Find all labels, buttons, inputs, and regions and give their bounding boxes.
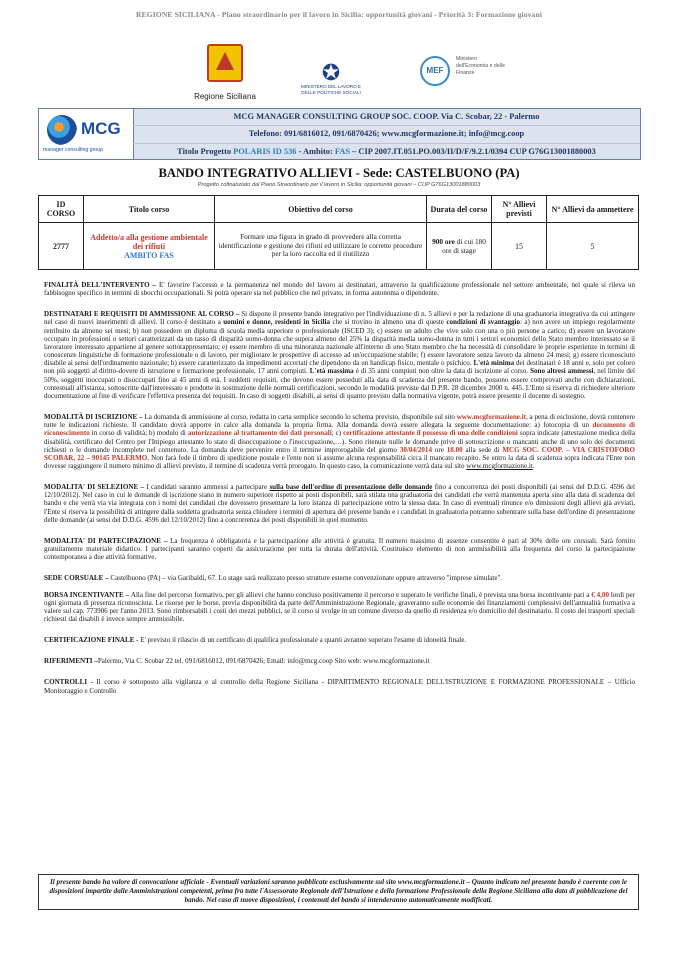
deadline-date: 30/04/2014 — [399, 445, 432, 454]
bando-subtitle: Progetto cofinanziato dal Piano Straordinario per il lavoro in Sicilia: opportunità giovani – CUP G76G13001880003 — [197, 182, 481, 188]
mef-acronym: MEF — [420, 56, 450, 86]
section-certificazione: CERTIFICAZIONE FINALE - E' previsto il rilascio di un certificato di qualifica professionale a quanti avranno superato l'esame di idoneità finale. — [44, 636, 467, 645]
col-header-id: ID CORSO — [39, 196, 84, 223]
top-header-line: REGIONE SICILIANA - Piano straordinario per il lavoro in Sicilia: opportunità giovani - Priorità 3: Formazione giovani — [136, 10, 542, 19]
organizer-details — [133, 109, 640, 160]
section-riferimenti: RIFERIMENTI –Palermo, Via C. Scobar 22 tel. 091/6816012, 091/6870426; Email: info@mcg.coop Sito web: www.mcgformazione.it — [44, 657, 430, 666]
mcg-swirl-icon — [47, 115, 77, 145]
trinacria-emblem-icon — [207, 44, 243, 82]
website-link-2[interactable]: www.mcgformazione.it — [466, 461, 533, 470]
col-header-ammettere: N° Allievi da ammettere — [547, 196, 639, 223]
italian-republic-emblem-icon: ✪ — [321, 60, 341, 85]
table-header-row — [39, 196, 639, 223]
ministero-lavoro-label: MINISTERO DEL LAVORO E DELLE POLITICHE SOCIALI — [301, 84, 361, 95]
cell-ammettere: 5 — [547, 223, 639, 270]
website-link[interactable]: www.mcgformazione.it — [456, 413, 526, 422]
regione-siciliana-logo — [190, 44, 260, 101]
deadline-time: 18.00 — [446, 445, 463, 454]
regione-label: Regione Siciliana — [194, 92, 256, 101]
project-ambito: FAS — [334, 146, 351, 156]
section-partecipazione: MODALITA' DI PARTECIPAZIONE – La frequenza è obbligatoria e la partecipazione alle attività è gratuita. Il numero massimo di assenze consentite è pari al 30% delle ore corsuali. Sarà fornito gratuitamente materiale didattico. I partecipanti saranno coperti da assicurazione per tutta la durata dell'attività. Costituisce elemento di non ammissibilità alla frequenza del corso la partecipazione contemporanea a due attività formative. — [44, 536, 635, 562]
section-iscrizione: MODALITÀ DI ISCRIZIONE – La domanda di ammissione al corso, redatta in carta semplice secondo lo schema previsto, disponibile sul sito www.mcgformazione.it, a pena di esclusione, dovrà contenere tutte le indicazioni richieste. Il candidato dovrà apporre in calce alla domanda la propria firma. Alla domanda dovrà essere allegata la seguente documentazione: a) fotocopia di un documento di riconoscimento in corso di validità; b) modulo di autorizzazione al trattamento dei dati personali; c) certificazione attestante il possesso di una delle condizioni sopra indicate (attestazione medica della disabilità, certificato del Centro per l'Impiego attestante lo stato di disoccupazione o l'inoccupazione,…). Sono ritenute nulle le domande prive di sottoscrizione o mancanti anche di uno solo dei documenti richiesti o le domande incomplete nel contenuto. La domanda deve pervenire entro il termine improrogabile del giorno 30/04/2014 ore 18.00 alla sede di MCG SOC. COOP. – VIA CRISTOFORO SCOBAR, 22 – 90145 PALERMO. Non farà fede il timbro di spedizione postale e l'ente non si assume alcuna responsabilità circa il mancato recapito. Se entro la data di scadenza sopra indicata l'Ente non dovesse raggiungere il numero minimo di allievi previsto, il termine di scadenza verrà prorogato. In questo caso, la comunicazione verrà data sul sito www.mcgformazione.it. — [44, 413, 635, 470]
section-finalita: FINALITÀ DELL'INTERVENTO – E' favorire l'accesso e la permanenza nel mondo del lavoro ai destinatari, attraverso la qualificazione professionale nel settore ambientale, nel quale si rileva un fabbisogno specifico in termini di sbocchi occupazionali. Si potrà operare sia nel pubblico che nel privato, in forma autonoma o dipendente. — [44, 281, 635, 298]
organizer-contacts: Telefono: 091/6816012, 091/6870426; www.mcgformazione.it; info@mcg.coop — [133, 126, 640, 143]
mef-logo — [420, 54, 510, 90]
col-header-titolo: Titolo corso — [84, 196, 215, 223]
cell-durata: 900 ore di cui 180 ore di stage — [427, 223, 492, 270]
table-row — [39, 223, 639, 270]
col-header-previsti: N° Allievi previsti — [492, 196, 547, 223]
section-sede: SEDE CORSUALE – Castelbuono (PA) – via Garibaldi, 67. Lo stage sarà realizzato presso strutture esterne convenzionate oppure attraverso "imprese simulate". — [44, 574, 503, 583]
bando-body — [44, 281, 635, 703]
bando-title: BANDO INTEGRATIVO ALLIEVI - Sede: CASTELBUONO (PA) — [158, 166, 520, 180]
course-ambito: AMBITO FAS — [124, 250, 174, 260]
organizer-box — [38, 108, 641, 160]
institutional-logos — [0, 44, 678, 104]
mef-label: Ministero dell'Economia e delle Finanze — [456, 56, 505, 76]
course-title: Addetto/a alla gestione ambientale dei rifiuti — [90, 232, 208, 251]
section-controlli: CONTROLLI - Il corso è sottoposto alla vigilanza e al controllo della Regione Siciliana - DIPARTIMENTO REGIONALE DELL'ISTRUZIONE E FORMAZIONE PROFESSIONALE – Ufficio Monitoraggio e Controllo — [44, 678, 635, 695]
cell-titolo — [84, 223, 215, 270]
section-borsa: BORSA INCENTIVANTE – Alla fine del percorso formativo, per gli allievi che hanno concluso positivamente il percorso e superato le verifiche finali, è prevista una borsa incentivante pari a € 4,00 lordi per ogni giornata di presenza riconosciuta. Le risorse per le borse, previa disponibilità da parte dell'Amministrazione Regionale, graveranno sulle economie dei finanziamenti complessivi dell'annualità formativa a valere sul cap. 773906 per l'anno 2013. Sono rimborsabili i costi dei mezzi pubblici, se il corso si svolge in un comune diverso da quello di residenza e/o domicilio del destinatario. Il costo dei trasporti speciali richiesti dai disabili è invece sempre ammissibile. — [44, 590, 635, 623]
borsa-amount: € 4,00 — [591, 590, 609, 599]
mcg-logo-name: MCG — [81, 119, 121, 138]
mcg-logo — [39, 109, 134, 159]
ministero-lavoro-logo — [296, 62, 366, 95]
project-title-line: Titolo Progetto POLARIS ID 536 - Ambito: FAS – CIP 2007.IT.051.PO.003/II/D/F/9.2.1/0394 CUP G76G13001880003 — [177, 146, 596, 156]
col-header-obiettivo: Obiettivo del corso — [215, 196, 427, 223]
section-destinatari: DESTINATARI E REQUISITI DI AMMISSIONE AL CORSO – Si dispone il presente bando integrativo per l'individuazione di n. 5 allievi e per la redazione di una graduatoria integrativa da cui attingere nel caso di nuovi inserimenti di allievi. Il corso è destinato a uomini e donne, residenti in Sicilia che si trovino in almeno una di queste condizioni di svantaggio: a) non avere un impiego regolarmente retribuito da almeno sei mesi; b) non possedere un diploma di scuola media superiore o professionale (ISCED 3); c) essere un adulto che vive solo con una o più persone a carico; d) essere un lavoratore occupato in professioni o settori caratterizzati da un tasso di disparità uomo-donna che supera almeno del 25% la disparità media uomo-donna in tutti i settori economici dello Stato membro interessato se il lavoratore interessato appartiene al genere sottorappresentato; e) essere membro di una minoranza nazionale all'interno di uno Stato membro che ha necessità di consolidare le proprie esperienze in termini di conoscenze linguistiche di formazione professionale o di lavoro, per migliorare le prospettive di accesso ad un'occupazione stabile; f) essere lavoratore senza lavoro da almeno 24 mesi; g) essere riconosciuto disabile ai sensi dell'ordinamento nazionale; h) essere caratterizzato da impedimenti accertati che dipendono da un handicap fisico, mentale o psichico. L'età minima dei destinatari è 18 anni e, solo per coloro non più soggetti al diritto-dovere di istruzione e formazione professionale, 17 anni compiuti. L'età massima è di 35 anni compiuti non oltre la data di iscrizione al corso. Sono altresì ammessi, nel limite del 50%, soggetti inoccupati o disoccupati fino ai 45 anni di età. I suddetti requisiti, che devono essere posseduti alla data di scadenza del presente bando, possono essere comprovati anche con dichiarazioni, contestuali all'istanza, sottoscritte dall'interessato e prodotte in sostituzione delle normali certificazioni, secondo le modalità previste dal D.P.R. 28 dicembre 2000 n. 445. L'Ente si riserva di richiedere ulteriore documentazione al fine di verificare l'effettiva presenza dei requisiti. In caso di soggetti disabili, ai sensi di quanto previsto dalla normativa vigente, potrà essere presente il docente di sostegno. — [44, 310, 635, 400]
cell-previsti: 15 — [492, 223, 547, 270]
mcg-logo-tagline: manager consulting group — [43, 147, 103, 153]
cell-id: 2777 — [39, 223, 84, 270]
official-notice-box: Il presente bando ha valore di convocazione ufficiale - Eventuali variazioni saranno pubblicate esclusivamente sul sito www.mcgformazione.it – Quanto indicato nel presente bando è coerente con le disposizioni impartite dalle Amministrazioni competenti, prima fra tutte l'Assessorato Regionale dell'Istruzione e della formazione Professionale della Regione Siciliana alla data di pubblicazione del bando. Nel caso di nuove disposizioni, i contenuti del bando si intenderanno automaticamente modificati. — [38, 874, 639, 910]
section-selezione: MODALITA' DI SELEZIONE – I candidati saranno ammessi a partecipare sulla base dell'ordine di presentazione delle domande fino a concorrenza dei posti disponibili (ai sensi del D.D.G. 4596 del 12/10/2012). Nel caso in cui le domande di iscrizione siano in numero superiore rispetto ai posti disponibili, sarà stilata una graduatoria dei candidati che verrà mantenuta aperta sino alla data di scadenza del bando e che verrà via via integrata con i nomi dei candidati che dovessero presentare la loro istanza di partecipazione entro la stessa data. In caso di eventuali rinunce e/o dimissioni degli allievi già avviati, l'Ente si riserva la possibilità di attingere dalla suddetta graduatoria senza chiudere i termini di apertura del presente bando e i candidati in graduatoria potranno subentrare sulla base dell'ordine di presentazione delle domande (ai sensi del D.D.G. 4596 del 12/10/2012) fino a concorrenza dei posti disponibili in quel momento. — [44, 483, 635, 524]
organizer-name-address: MCG MANAGER CONSULTING GROUP SOC. COOP. Via C. Scobar, 22 - Palermo — [133, 109, 640, 126]
course-table — [38, 195, 639, 270]
submission-address: MCG SOC. COOP. – VIA CRISTOFORO SCOBAR, 22 – 90145 PALERMO. — [44, 445, 635, 462]
col-header-durata: Durata del corso — [427, 196, 492, 223]
project-name: POLARIS ID 536 — [233, 146, 297, 156]
cell-obiettivo: Formare una figura in grado di provvedere alla corretta identificazione e gestione dei rifiuti ed utilizzare le corrette procedure per la loro raccolta ed il riutilizzo — [215, 223, 427, 270]
